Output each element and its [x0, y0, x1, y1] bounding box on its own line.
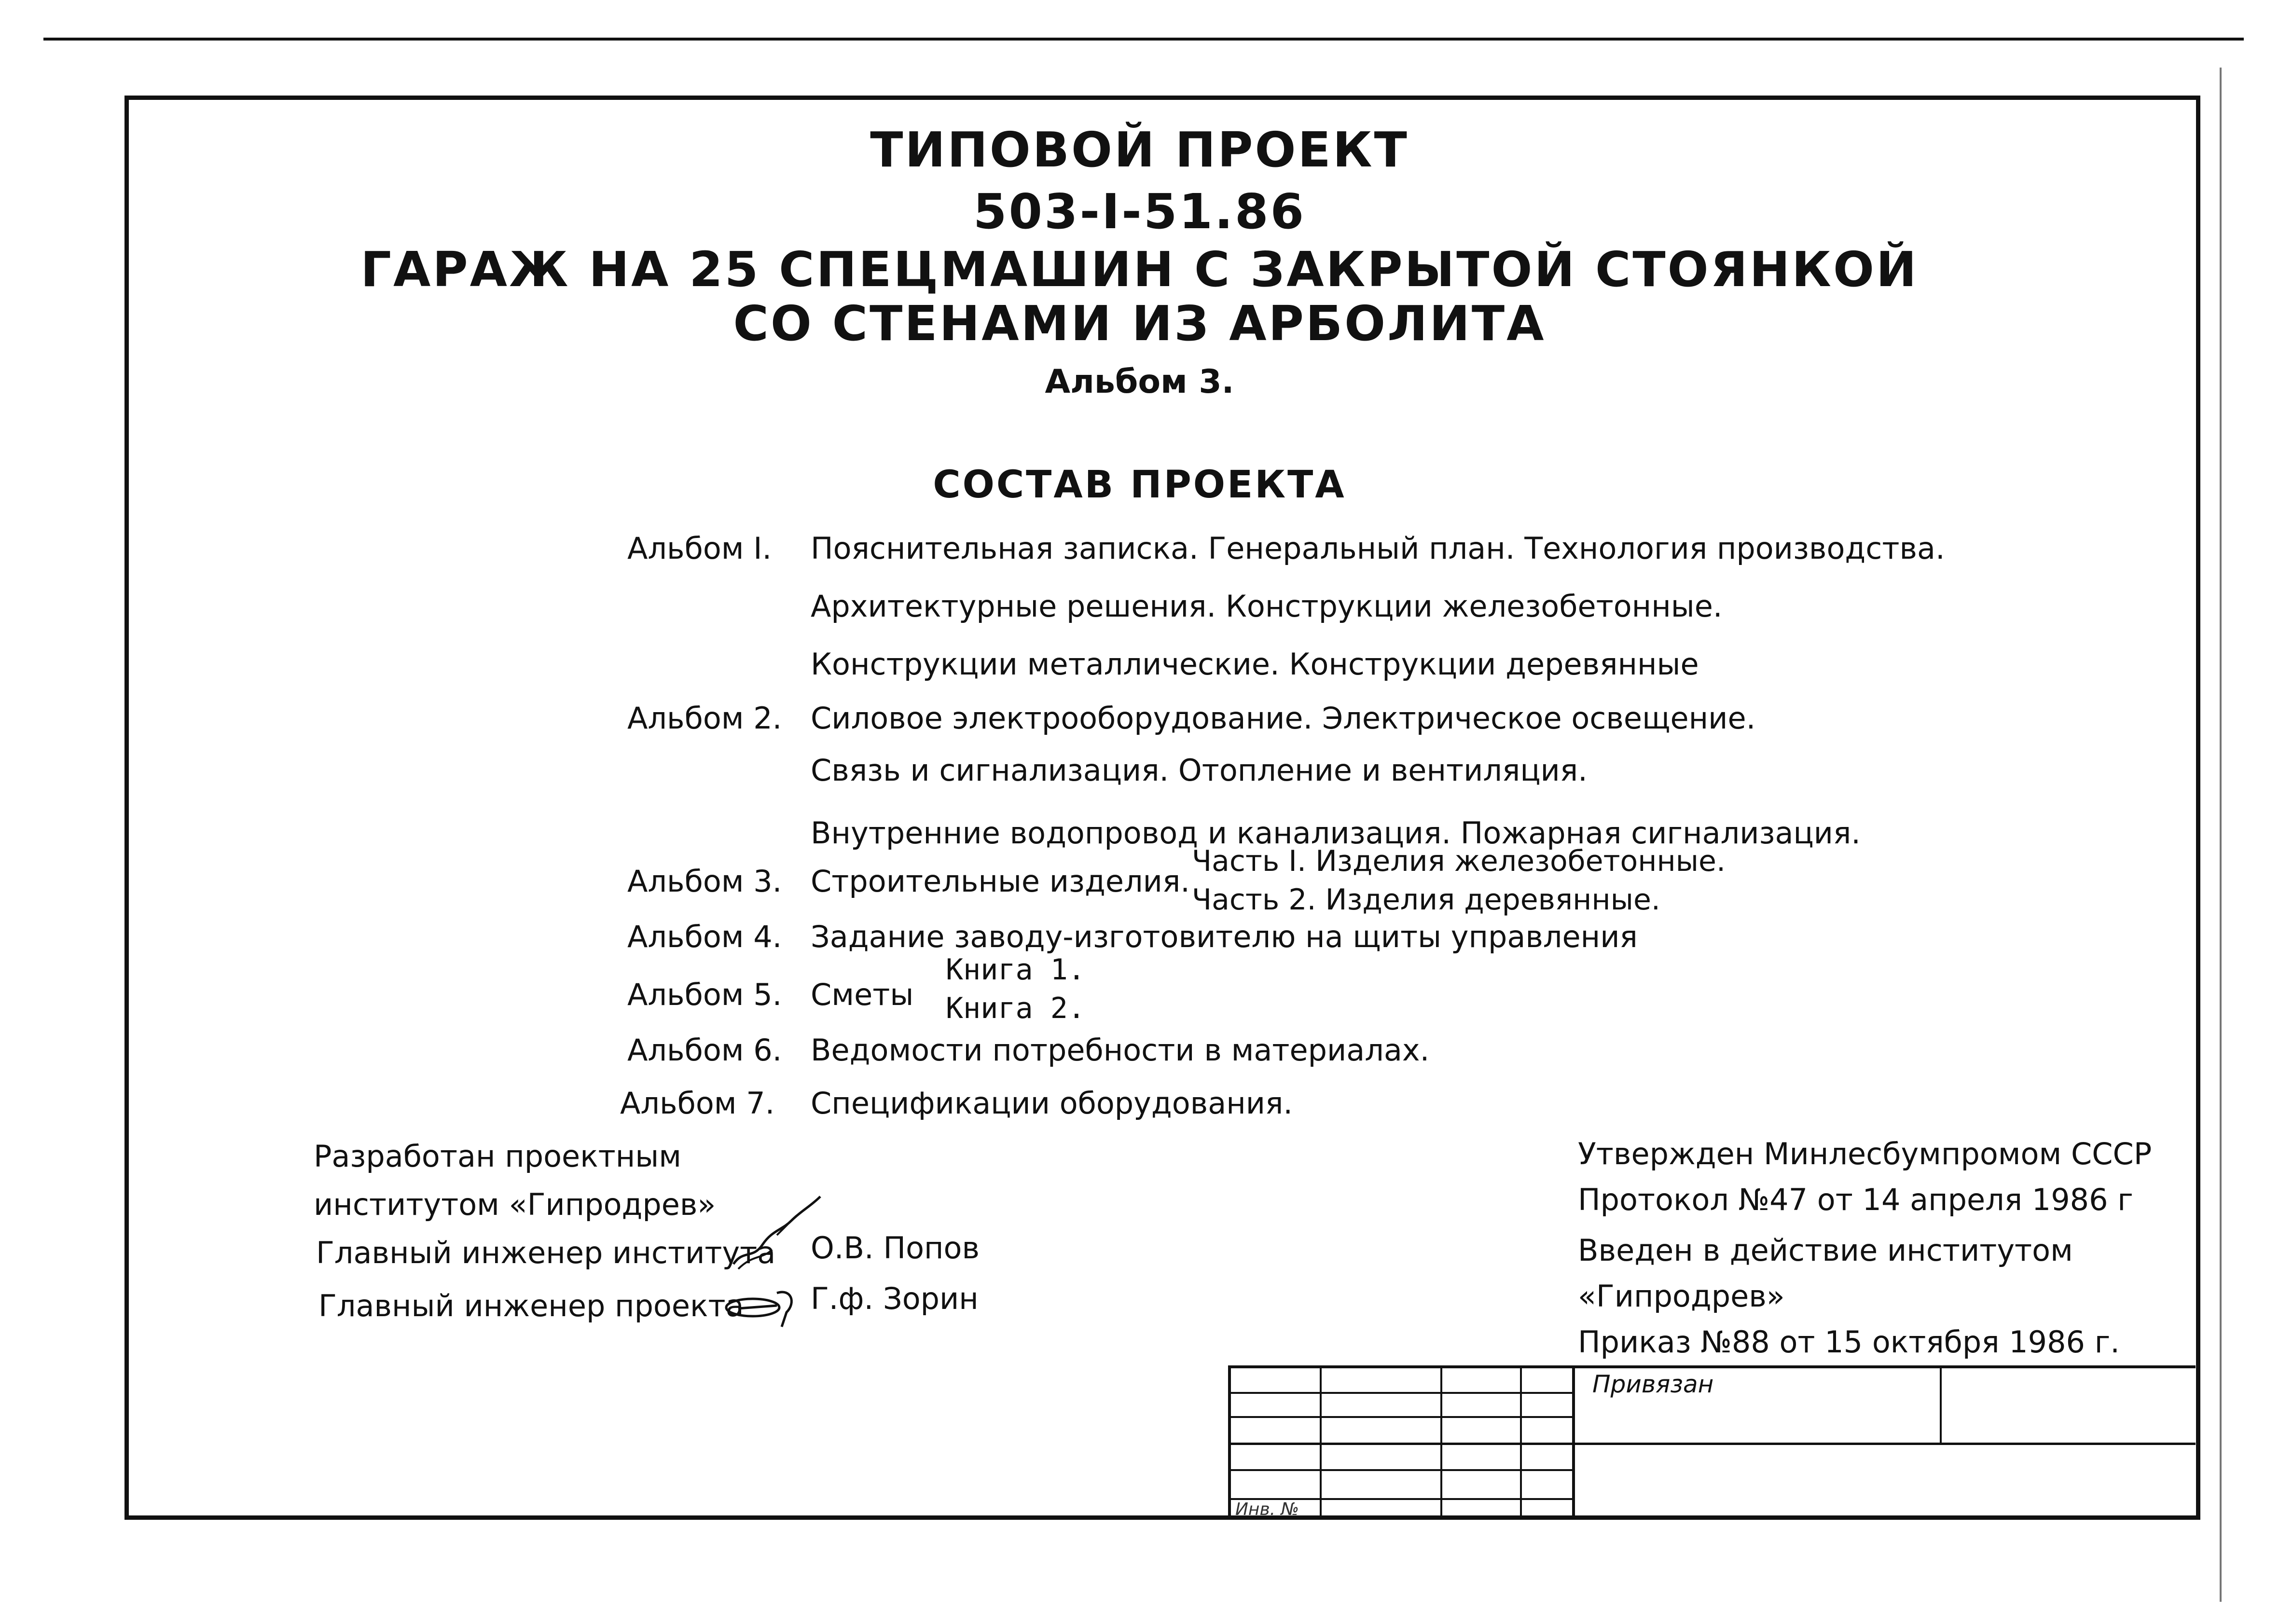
- header-project-subtitle: СО СТЕНАМИ ИЗ АРБОЛИТА: [733, 295, 1546, 352]
- chief-project-label: Главный инженер проекта: [318, 1288, 744, 1323]
- approval-line-2: Протокол №47 от 14 апреля 1986 г: [1578, 1182, 2133, 1217]
- album-2-line-3: Внутренние водопровод и канализация. Пожарная сигнализация.: [811, 815, 1861, 851]
- album-3-part-1: Часть I. Изделия железобетонные.: [1192, 844, 1726, 878]
- album-6-label: Альбом 6.: [627, 1032, 782, 1068]
- top-rule: [43, 38, 2244, 41]
- album-1-line-2: Архитектурные решения. Конструкции железобетонные.: [811, 589, 1723, 624]
- album-2-label: Альбом 2.: [627, 701, 782, 736]
- album-2-line-2: Связь и сигнализация. Отопление и вентиляция.: [811, 753, 1588, 788]
- approval-line-4: «Гипродрев»: [1578, 1279, 1785, 1314]
- album-1-line-1: Пояснительная записка. Генеральный план. Технология производства.: [811, 531, 1945, 566]
- album-3-label: Альбом 3.: [627, 864, 782, 899]
- album-1-label: Альбом I.: [627, 531, 772, 566]
- header-project-number: 503-I-51.86: [973, 183, 1306, 240]
- developer-line-1: Разработан проектным: [314, 1139, 682, 1174]
- album-2-line-1: Силовое электрооборудование. Электрическое освещение.: [811, 701, 1756, 736]
- album-5-book-2: Книга 2.: [946, 991, 1085, 1025]
- approval-line-5: Приказ №88 от 15 октября 1986 г.: [1578, 1324, 2120, 1360]
- album-6-line-1: Ведомости потребности в материалах.: [811, 1032, 1430, 1068]
- album-4-line-1: Задание заводу-изготовителю на щиты управления: [811, 919, 1638, 954]
- header-project-name: ГАРАЖ НА 25 СПЕЦМАШИН С ЗАКРЫТОЙ СТОЯНКОЙ: [360, 241, 1919, 298]
- album-7-label: Альбом 7.: [620, 1086, 775, 1121]
- album-5-label: Альбом 5.: [627, 977, 782, 1012]
- composition-title: СОСТАВ ПРОЕКТА: [933, 463, 1346, 507]
- header-title: ТИПОВОЙ ПРОЕКТ: [870, 122, 1409, 178]
- stamp-bound-label: Привязан: [1592, 1370, 1714, 1398]
- album-5-book-1: Книга 1.: [946, 953, 1085, 987]
- album-4-label: Альбом 4.: [627, 919, 782, 954]
- chief-project-name: Г.ф. Зорин: [811, 1281, 979, 1316]
- album-3-main: Строительные изделия.: [811, 864, 1190, 899]
- album-5-main: Сметы: [811, 977, 914, 1012]
- developer-line-2: институтом «Гипродрев»: [314, 1187, 716, 1222]
- album-7-line-1: Спецификации оборудования.: [811, 1086, 1293, 1121]
- approval-line-3: Введен в действие институтом: [1578, 1233, 2073, 1268]
- header-album: Альбом 3.: [1045, 363, 1234, 401]
- approval-line-1: Утвержден Минлесбумпромом СССР: [1578, 1136, 2152, 1171]
- album-1-line-3: Конструкции металлические. Конструкции деревянные: [811, 647, 1699, 682]
- signature-popov: [724, 1187, 830, 1274]
- chief-institute-label: Главный инженер института: [316, 1235, 776, 1270]
- stamp-inventory-label: Инв. №: [1235, 1500, 1299, 1519]
- chief-institute-name: О.В. Попов: [811, 1230, 980, 1266]
- album-3-part-2: Часть 2. Изделия деревянные.: [1192, 883, 1660, 917]
- signature-zorin: [724, 1274, 811, 1332]
